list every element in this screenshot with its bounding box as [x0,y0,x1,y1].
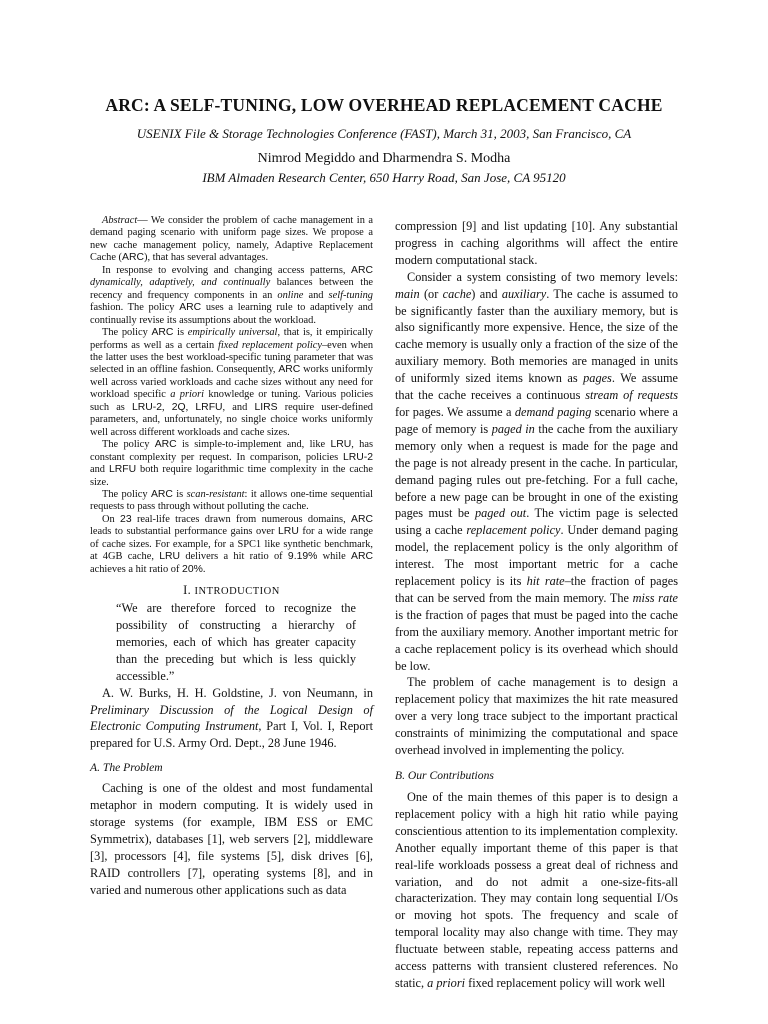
conference-line: USENIX File & Storage Technologies Conference (FAST), March 31, 2003, San Francisco, CA [136,126,632,141]
text: On [102,513,121,525]
text: The policy [102,439,155,451]
continued-paragraph: compression [9] and list updating [10]. Any substantial progress in caching algorithms will affect the entire modern computational stack. [395,219,678,267]
term-lirs: LIRS [254,401,278,413]
text: balances between the recency and frequency components in an [90,277,374,301]
text: , [185,401,196,413]
text: leads to substantial performance gains over [90,526,279,538]
emphasis: paged in [491,421,535,436]
term-arc: ARC [278,364,301,376]
emphasis: scan-resistant [186,488,245,500]
text: , [162,401,172,413]
text: . Under demand paging model, the replacement policy is the only algorithm of interest. The most important metric for a cache replacement policy is its [395,523,678,589]
abstract-paragraph-3 [90,327,373,439]
abstract-paragraph-5 [90,489,373,514]
text: delivers a hit ratio of [180,551,288,563]
term-arc: ARC [122,252,144,264]
text: for pages. We assume a [395,404,515,419]
term-lru: LRU [278,526,299,538]
emphasis: replacement policy [466,523,561,538]
text: (or [419,286,443,301]
term-lrfu: LRFU [108,464,137,476]
abstract [90,215,373,576]
text: both require logarithmic time complexity in the cache size. [90,464,373,488]
abstract-paragraph-6 [90,514,373,576]
abstract-lead: Abstract [102,215,138,226]
emphasis: stream of requests [585,388,678,403]
abstract-paragraph-1 [90,215,373,265]
term-arc: ARC [351,551,373,563]
text: The policy [102,327,152,339]
emphasis: dynamically, adaptively, and continually [90,277,271,289]
emphasis: Preliminary Discussion of the Logical Design of Electronic Computing Instrument [90,702,373,734]
text: One of the main themes of this paper is to design a replacement policy with a high hit ratio while paying conscientious attention to its implementation complexity. Another equally important theme of this paper is that real-life workloads possess a great deal of richness and variation, and do not admit a one-size-fits-all characterization. They may contain long sequential I/Os or moving hot spots. The frequency and scale of temporal locality may also change with time. They may fluctuate between stable, repeating access patterns and access patterns with transient clustered references. No static, [395,790,678,990]
number: 20% [182,563,203,575]
text: for a wide range of cache sizes. For example, for a SPC1 like synthetic benchmark, at 4GB cache, [90,526,373,563]
text: is [172,488,187,500]
term-lru: LRU [330,439,352,451]
emphasis: demand paging [514,404,592,419]
text: achieves a hit ratio of [90,563,183,575]
affiliation: IBM Almaden Research Center, 650 Harry Road, San Jose, CA 95120 [202,170,566,185]
emphasis: miss rate [632,590,678,605]
authors: Nimrod Megiddo and Dharmendra S. Modha [257,151,511,166]
text: In response to evolving and changing access patterns, [102,264,352,276]
text: is [173,327,188,339]
contributions-paragraph [395,789,678,992]
text: –even when the latter uses the best workload-specific tuning parameter that was selected in an offline fashion. Consequently, [90,339,374,376]
text: : it allows one-time sequential requests to pass through without polluting the cache. [90,488,373,513]
text: is simple-to-implement and, like [176,439,331,451]
section-heading-introduction [90,583,373,598]
term-arc: ARC [151,327,174,339]
text: Consider a system consisting of two memory levels: [407,269,678,284]
abstract-paragraph-4 [90,439,373,489]
text: the cache from the auxiliary memory only when a request is made for the page and the page is not already present in the cache. In particular, demand paging rules out pre-fetching. For a full cache, before a new page can be brought in one of the existing pages must be [395,421,679,521]
text: while [317,551,352,563]
cache-management-paragraph: The problem of cache management is to design a replacement policy that maximizes the hit rate measured over a very long trace subject to the important practical constraints of minimizing the computational and space overhead involved in implementing the policy. [395,675,678,758]
text: . We assume that the cache receives a continuous [395,371,679,403]
emphasis: cache [442,286,472,301]
emphasis: paged out [474,506,527,521]
text: . The cache is assumed to be significantly faster than the auxiliary memory, but is also significantly more expensive. Hence, the size of the cache memory is usually only a fraction of the size of the auxiliary memory. Both memories are managed in units of uniformly sized items known as [395,286,678,386]
text: . The victim page is selected using a cache [395,506,678,538]
text: , Part I, Vol. I, Report prepared for U.S. Army Ord. Dept., 28 June 1946. [90,719,373,751]
text: require user-defined parameters, and, unfortunately, no single choice works uniformly well across different workloads and cache sizes. [90,401,373,438]
text: — We consider the problem of cache management in a demand paging scenario with uniform page sizes. We propose a new cache management policy, namely, Adaptive Replacement Cache ( [90,215,373,264]
text: . [202,563,206,575]
quote-citation [90,685,373,753]
section-number: I. [183,583,195,598]
left-column [90,215,373,899]
term-lru: LRU [159,551,181,563]
text: real-life traces drawn from numerous domains, [131,513,352,525]
number: 9.19% [287,551,318,563]
text: The policy [102,488,151,500]
term-arc: ARC [351,264,373,276]
text: , and [222,401,255,413]
text: scenario where a page of memory is [395,404,678,436]
term-arc: ARC [351,513,373,525]
emphasis: pages [583,371,612,386]
number: 23 [120,513,132,525]
emphasis: empirically universal [187,327,278,339]
emphasis: a priori [427,975,466,990]
text: and [90,464,109,476]
text: and [303,289,329,301]
section-title: INTRODUCTION [194,586,280,598]
emphasis: auxiliary [501,286,547,301]
text: , has constant complexity per request. In comparison, policies [90,439,373,463]
text: uses a learning rule to adaptively and continually revise its assumptions about the workload. [90,302,374,326]
paper-title: ARC: A SELF-TUNING, LOW OVERHEAD REPLACEMENT CACHE [105,95,663,115]
memory-levels-paragraph [395,269,678,675]
text: ) and [471,286,502,301]
text: fixed replacement policy will work well [465,975,666,990]
text: ), that has several advantages. [143,252,269,264]
abstract-paragraph-2 [90,265,373,327]
emphasis: self-tuning [328,289,373,301]
term-arc: ARC [179,302,202,314]
epigraph-quote: “We are therefore forced to recognize the possibility of constructing a hierarchy of memories, each of which has greater capacity than the preceding but which is less quickly accessible.” [116,601,356,683]
term-arc: ARC [150,488,173,500]
emphasis: online [277,289,304,301]
text: –the fraction of pages that can be served from the main memory. The [395,574,678,605]
emphasis: hit rate [526,574,565,589]
subsection-heading-problem: A. The Problem [90,761,163,775]
text: knowledge or tuning. Various policies such as [90,389,374,413]
emphasis: fixed replacement policy [217,339,322,351]
subsection-heading-contributions: B. Our Contributions [395,769,494,782]
text: A. W. Burks, H. H. Goldstine, J. von Neumann, in [102,685,373,700]
text: is the fraction of pages that must be paged into the cache from the auxiliary memory. Another important metric for a cache replacement policy is its overhead which should be low. [395,607,678,673]
term-arc: ARC [154,439,177,451]
text: fashion. The policy [90,302,180,314]
term-2q: 2Q [171,401,186,413]
problem-paragraph: Caching is one of the oldest and most fundamental metaphor in modern computing. It is widely used in storage systems (for example, IBM ESS or EMC Symmetrix), databases [1], web servers [2], middleware [3], processors [4], file systems [5], disk drives [6], RAID controllers [7], operating systems [8], and in varied and numerous other applications such as data [90,781,373,897]
term-lru-2: LRU-2 [342,451,373,463]
term-lrfu: LRFU [195,401,223,413]
emphasis: a priori [170,389,205,401]
emphasis: main [395,286,420,301]
term-lru-2: LRU-2 [132,401,163,413]
introduction [90,583,373,899]
text: , that is, it empirically performs as well as a certain [90,327,373,351]
right-column [395,218,678,992]
text: works uniformly well across varied workloads and cache sizes without any need for workload specific [90,364,373,401]
